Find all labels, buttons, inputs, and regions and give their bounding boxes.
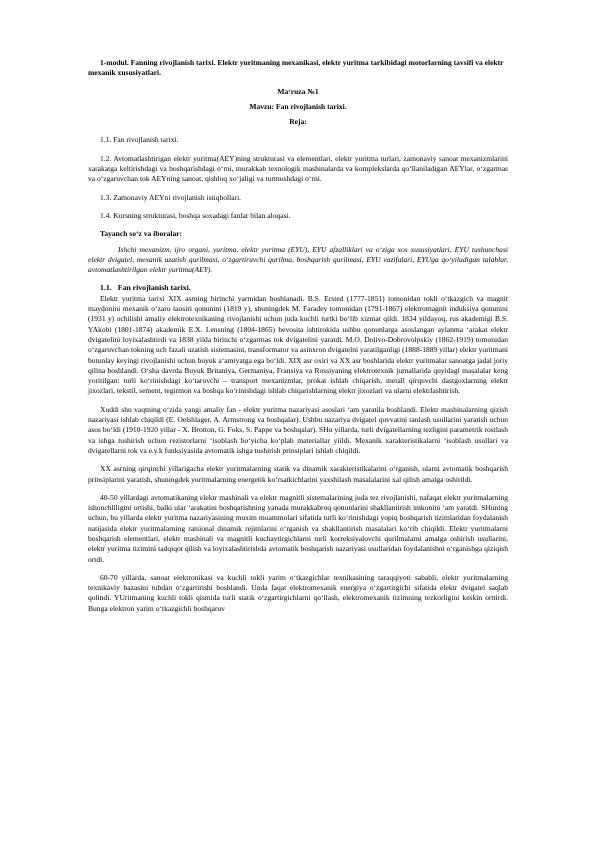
- body-paragraph: 40-50 yillardagi avtomatikaning elektr mashinali va elektr magnitli sistemalarining juda tez rivojlanishi, nafaqat elektr yuritmalarning ishonchliligini ortishi, balki ular ‘arakatini boshqarishning yanada murakkabroq qonunlarini shakllantirish imkonini ‘am yaratdi. SHuning uchun, bu yillarda elektr yuritma nazariyasining muxim muammolari sifatida turli ko‘rinishdagi yopiq boshqarish tizimlaridan foydalanish natijasida elektr yuritmalarning ratsional dinamik rejimlarini o‘rganish va shakllantirish masalalari ko‘rib chiqildi. Elektr yuritmalarni boshqarish elementlari, elektr mashinali va magnitli kuchaytirgichlarni turli korreksiyalovchi qurilmalarni amalga oshirish usullarini, elektr yuritma tizimini tadqiqot qilish va loyixalashtirishda avtomatik boshqarish nazariyasi usullaridan foydalanishni o‘rganishga qiziqish ortdi.: [88, 492, 508, 564]
- plan-label: Reja:: [289, 117, 307, 127]
- section-title: Fan rivojlanish tarixi.: [117, 283, 191, 293]
- plan-item: 1.2. Avtomatlashtirigan elektr yuritma(AEY)ning strukturasi va elementlari, elektr yuritma turlari, zamonaviy sanoat mexanizmlarini xarakatga keltirishdagi va boshqarishdagi o‘rni, murakkab texnologik mashinalarda va komplekslarda qo‘llaniladigan AEYlar, o‘zgarmas va o‘zgaruvchan tok AEYning sanoat, qishloq xo‘jaligi va turmushdagi o‘rni.: [88, 153, 508, 184]
- plan-item: 1.3. Zamonaviy AEYni rivojlanish istiqbollari.: [100, 192, 242, 202]
- keywords-text: Ishchi mexanizm, ijro organi, yuritma, elektr yuritma (EYU), EYU afzalliklari va o‘ziga xos xususiyatlari, EYU tushunchasi elektr dvigatel, mexanik uzatish qurilmasi, o‘zgartiruvchi qurilma, boshqarish qurilmasi, EYU vazifalari, EYUga qo‘yiladigan talablar, avtomatlashtirilgan elektr yuritma(AEY).: [88, 244, 508, 275]
- body-paragraph: XX asrning qirqinchi yillarigacha elektr yuritmalarning statik va dinamik xarakteristikalarini o‘rganish, ularni avtomatik boshqarish prinsiplarini yaratish, shuningdek yuritmalarning energetik ko‘rsatkichlarini yaxshilash masalalarini xal qilish amalga oshirildi.: [88, 464, 508, 484]
- body-paragraph: Xuddi shu vaqtning o‘zida yangi amaliy fan - elektr yuritma nazariyasi asoslari ‘am yaratila boshlandi. Elektr mashinalarning qizish nazariyasi ishlab chiqildi (E. Oelshlager, A. Armstrong va boshqalar). Ushbu nazariya dvigatel quvvatini tanlash usullarini yaratish uchun asos bo‘ldi (1910-1920 yillar - X. Brotton, G. Foks, S. Pappe va boshqalar). SHu yillarda, turli dvigatellarning tezligini parametrik rostlash va ishga tushirish uchun rezistorlarni ‘isoblash bo‘yicha ko‘plab materiallar yiildi. Mexanik xarakteristikalarni ‘isoblash usullari va dvigatellarni tok va e.y.k funksiyasida avtomatik ishga tushirish prinsiplari ishlab chiqildi.: [88, 404, 508, 455]
- plan-item: 1.1. Fan rivojlanish tarixi.: [100, 135, 179, 145]
- section-heading: [88, 283, 508, 293]
- keywords-label: Tayanch so‘z va iboralar:: [100, 229, 183, 239]
- body-paragraph: 60-70 yillarda, sanoat elektronikasi va kuchli tokli yarim o‘tkazgichlar texnikasining taraqqiyoti sababli, elektr yuritmalarning texnikaviy bazasini tubdan o‘zgartirishi boshlandi. Unda faqat elektromexanik energiya o‘zgartirgichi sifatida elektr dvigatel saqlab qolindi. YUritmaning kuchli tokli qismida turli statik o‘zgartirgichlarni qo‘llash, elektromexanik tizimning tezkorligini keskin orttirdi. Bunga elektron yarim o‘tkazgichli boshqaruv: [88, 572, 508, 613]
- plan-item: 1.4. Kursning strukturasi, boshqa soxadagi fanlar bilan aloqasi.: [100, 210, 291, 220]
- module-title: 1-modul. Fanning rivojlanish tarixi. Elektr yuritmaning mexanikasi, elektr yuritma tarkibidagi motorlarning tavsifi va elektr mexanik xususiyatlari.: [88, 58, 504, 78]
- body-paragraph: Elektr yuritma tarixi XIX asrning birinchi yarmidan boshlanadi. B.S. Ersted (1777-1851) tomonidan tokli o‘tkazgich va magnit maydonini mexanik o‘zaro taosiri qonunini (1819 y), shuningdek M. Faradey tomonidan (1791-1867) elektromagnit induksiya qonunini (1931 y) ochilishi amaliy elektrotexnikaning rivojlanishi uchun juda kuchli turtki bo‘lib xizmat qildi. 1834 yildayoq, rus akademigi B.S. YAkobi (1801-1874) akademik E.X. Lensning (1804-1865) bevosita ishtirokida ushbu qonunlarga asoslangan aylanma ‘arakat elektr dvigatelini loyixalashtirdi va 1838 yilda birinchi o‘zgarmas tok dvigatelini yaratdi. M.O. Dolivo-Dobrovolpskiy (1862-1919) tomonidan o‘zgaruvchan tokning uch fazali uzatish sistemasini, transformator va asinxron dvigatelni yaratilganligi (1888-1889 yillar) elektr yuritmani butunlay keyingi rivojlanishi uchun buyuk a‘amiyatga ega bo‘ldi. XIX asr oxiri va XX asr boshlarida elektr yuritmalar sanoatga jadal joriy qilina boshlandi. O‘sha davrda Buyuk Britaniya, Germaniya, Fransiya va Rossiyaning elektroteхnik jurnallarida quyidagi masalalar keng yoritilgan: turli ko‘rinishdagi ko‘taruvchi – transport mexanizmlar, prokat ishlab chiqarish, metall qirquvchi dastgoxlarning elektr jixozlari, tekstil, sement, tegirmon va boshqa ko‘rinishdagi ishlab chiqarishlarning elektr jixozlari va ularni elektrlashtirish.: [88, 293, 508, 396]
- lecture-number: Ma‘ruza №1: [277, 86, 319, 96]
- lecture-topic: Mavzu: Fan rivojlanish tarixi.: [249, 101, 347, 111]
- section-number: 1.1.: [100, 283, 112, 293]
